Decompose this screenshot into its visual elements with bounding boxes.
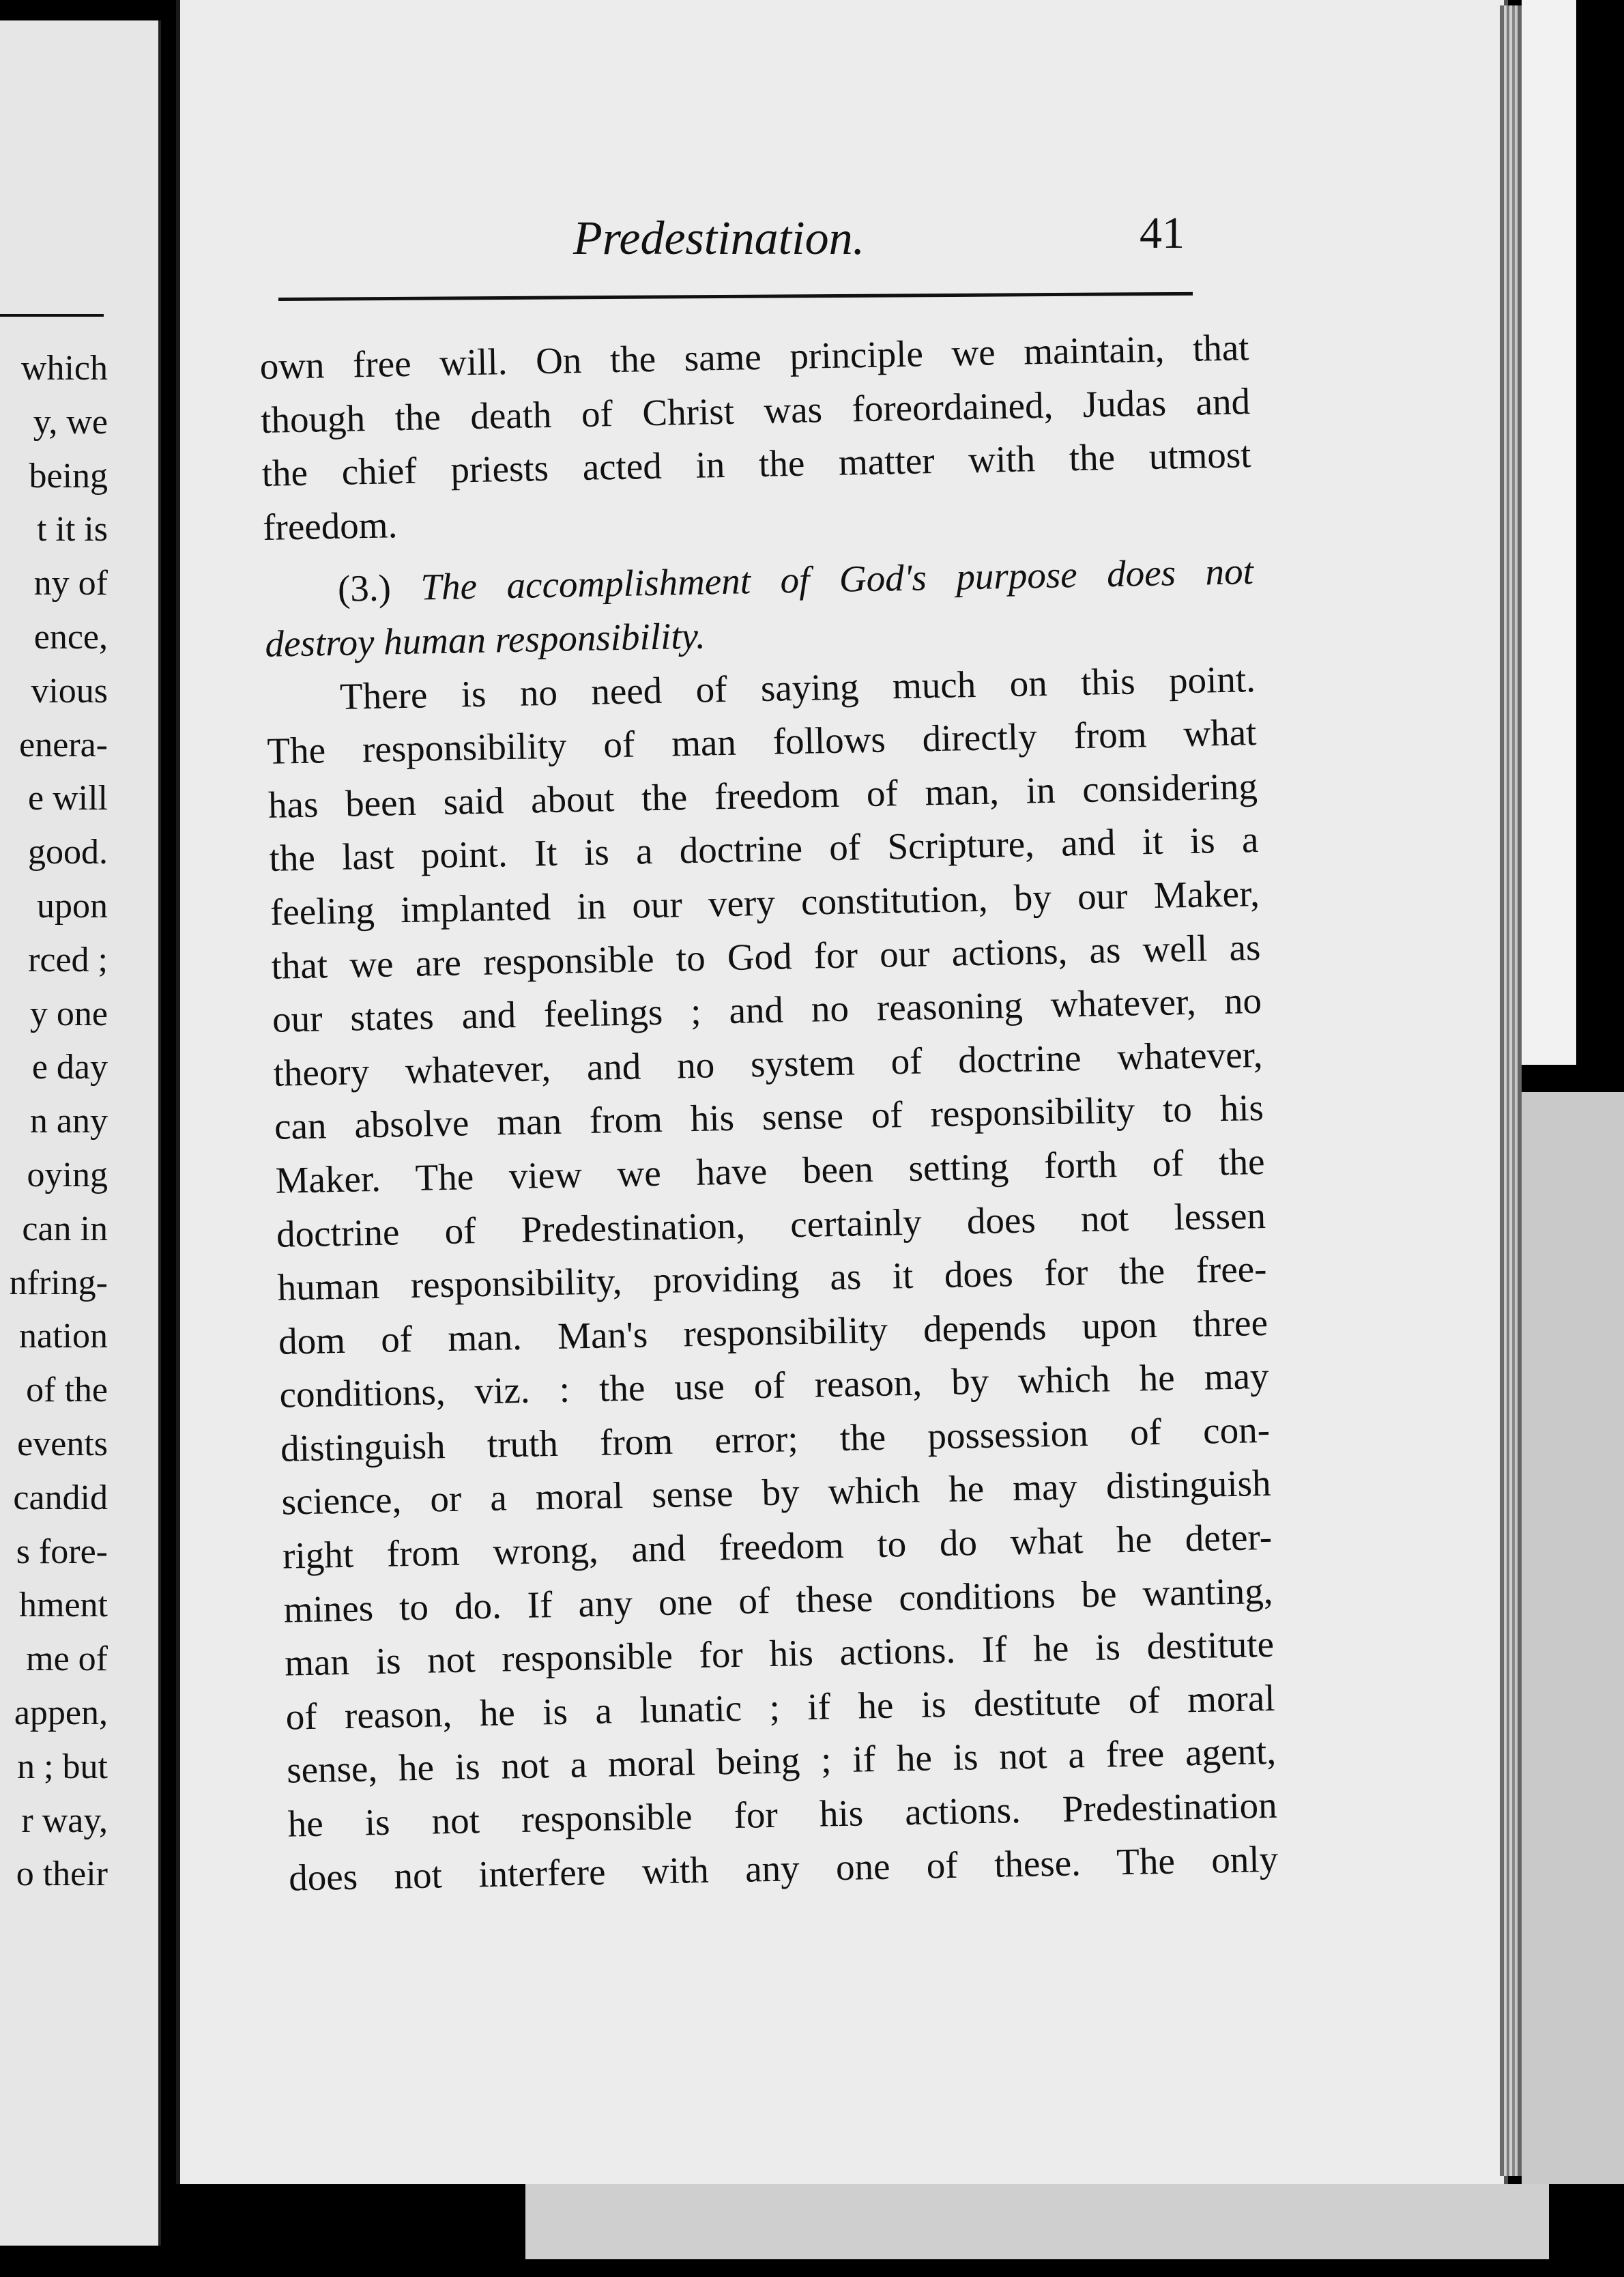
facing-page-line: of the bbox=[26, 1371, 108, 1410]
text-line: that we are responsible to God for our actions, as well as bbox=[271, 926, 1261, 987]
text-line: theory whatever, and no system of doctrine whatever, bbox=[273, 1033, 1263, 1094]
text-line: the chief priests acted in the matter with the utmost bbox=[261, 433, 1252, 495]
text-line: human responsibility, providing as it does for the free- bbox=[277, 1248, 1267, 1308]
text-line: though the death of Christ was foreordained, Judas and bbox=[260, 380, 1251, 441]
facing-page-line: good. bbox=[28, 833, 108, 872]
facing-page-line: rced ; bbox=[28, 940, 108, 979]
facing-page-line: r way, bbox=[21, 1801, 108, 1840]
facing-page-line: vious bbox=[31, 671, 108, 711]
text-line: of reason, he is a lunatic ; if he is destitute of moral bbox=[285, 1676, 1276, 1738]
text-line: our states and feelings ; and no reasoning whatever, no bbox=[272, 979, 1262, 1040]
background-strip bbox=[1522, 0, 1576, 1065]
text-line: science, or a moral sense by which he may distinguish bbox=[281, 1462, 1272, 1523]
text-line: distinguish truth from error; the possession of con- bbox=[280, 1408, 1271, 1470]
facing-page-line: ny of bbox=[33, 564, 108, 603]
facing-page-rule bbox=[0, 314, 104, 317]
running-head: Predestination. bbox=[573, 212, 865, 265]
page-number: 41 bbox=[1140, 208, 1185, 258]
text-line: conditions, viz. : the use of reason, by which he may bbox=[279, 1355, 1269, 1416]
facing-page-line: being bbox=[29, 456, 108, 496]
background-strip-lower bbox=[1522, 1092, 1624, 2184]
facing-page-line: oying bbox=[27, 1156, 108, 1194]
text-line: mines to do. If any one of these conditions be wanting, bbox=[283, 1569, 1274, 1631]
facing-page-line: y one bbox=[29, 994, 108, 1033]
facing-page-line: hment bbox=[19, 1586, 108, 1625]
text-line: The responsibility of man follows directly from what bbox=[266, 711, 1257, 773]
facing-page-line: can in bbox=[22, 1209, 108, 1248]
section-heading-text: The accomplishment of God's purpose does not bbox=[420, 550, 1254, 608]
facing-page-line: t it is bbox=[36, 510, 108, 549]
text-line: dom of man. Man's responsibility depends upon three bbox=[278, 1301, 1268, 1362]
facing-page-line: nfring- bbox=[9, 1263, 108, 1302]
facing-page-line: events bbox=[17, 1424, 108, 1463]
text-line: doctrine of Predestination, certainly does not lessen bbox=[276, 1194, 1266, 1255]
facing-page-line: me of bbox=[26, 1639, 108, 1679]
text-line: right from wrong, and freedom to do what he deter- bbox=[282, 1515, 1273, 1577]
facing-page-line: nation bbox=[19, 1317, 108, 1356]
facing-page-fragment bbox=[0, 20, 161, 2246]
section-heading-continued: destroy human responsibility. bbox=[264, 614, 706, 665]
body-text bbox=[259, 321, 1279, 1905]
facing-page-line: n ; but bbox=[17, 1747, 108, 1786]
text-line: the last point. It is a doctrine of Scripture, and it is a bbox=[269, 818, 1259, 880]
text-line: has been said about the freedom of man, in considering bbox=[267, 764, 1258, 826]
page-shadow bbox=[525, 2184, 1549, 2259]
text-line: freedom. bbox=[262, 503, 398, 548]
text-line: Maker. The view we have been setting forth of the bbox=[275, 1140, 1265, 1201]
facing-page-line: ence, bbox=[33, 618, 108, 657]
text-line: he is not responsible for his actions. Predestination bbox=[287, 1784, 1278, 1845]
text-line: sense, he is not a moral being ; if he is not a free agent, bbox=[286, 1730, 1277, 1792]
facing-page-line: y, we bbox=[33, 402, 108, 442]
text-line: There is no need of saying much on this point. bbox=[339, 657, 1256, 717]
facing-page-line: e day bbox=[31, 1048, 108, 1087]
facing-page-line: s fore- bbox=[16, 1532, 108, 1571]
page-edges bbox=[1500, 5, 1522, 2176]
text-line: man is not responsible for his actions. If he is destitute bbox=[284, 1623, 1275, 1684]
facing-page-line: enera- bbox=[19, 725, 108, 764]
text-line: can absolve man from his sense of responsibility to his bbox=[274, 1087, 1264, 1148]
facing-page-line: upon bbox=[37, 887, 108, 926]
facing-page-line: n any bbox=[29, 1102, 108, 1141]
text-line: own free will. On the same principle we maintain, that bbox=[259, 326, 1250, 387]
facing-page-line: which bbox=[20, 349, 108, 388]
facing-page-line: appen, bbox=[14, 1693, 108, 1732]
facing-page-line: candid bbox=[13, 1478, 108, 1517]
facing-page-line: o their bbox=[16, 1854, 108, 1894]
section-number: (3.) bbox=[337, 567, 392, 610]
text-line: does not interfere with any one of these. The only bbox=[288, 1837, 1279, 1899]
text-line: feeling implanted in our very constitution, by our Maker, bbox=[270, 872, 1260, 933]
facing-page-line: e will bbox=[28, 779, 108, 818]
